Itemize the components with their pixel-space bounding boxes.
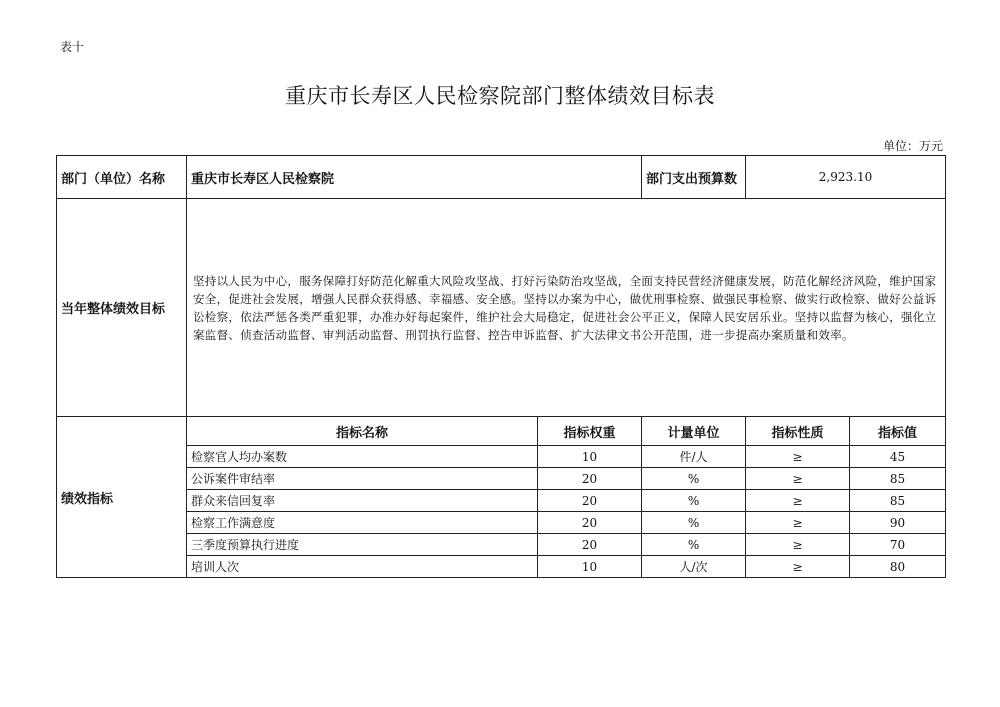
indicator-name: 检察工作满意度 [187,512,538,534]
indicator-unit: % [642,534,746,556]
indicator-unit: 人/次 [642,556,746,578]
department-row [57,156,946,199]
unit-note: 单位：万元 [882,139,943,153]
dept-name-label: 部门（单位）名称 [57,156,187,199]
indicator-name: 三季度预算执行进度 [187,534,538,556]
indicator-name: 公诉案件审结率 [187,468,538,490]
indicator-nature: ≥ [746,446,850,468]
indicator-weight: 10 [538,556,642,578]
indicator-unit: 件/人 [642,446,746,468]
indicator-weight: 20 [538,512,642,534]
indicator-value: 70 [850,534,946,556]
table-row [57,446,946,468]
indicator-nature: ≥ [746,512,850,534]
header-indicator-weight: 指标权重 [538,417,642,446]
annual-goal-row [57,199,946,417]
table-row [57,490,946,512]
header-indicator-name: 指标名称 [187,417,538,446]
indicator-name: 培训人次 [187,556,538,578]
indicator-weight: 20 [538,490,642,512]
indicator-weight: 10 [538,446,642,468]
annual-goal-label: 当年整体绩效目标 [57,199,187,417]
indicator-weight: 20 [538,468,642,490]
indicator-value: 45 [850,446,946,468]
indicator-nature: ≥ [746,556,850,578]
indicator-nature: ≥ [746,468,850,490]
dept-name-value: 重庆市长寿区人民检察院 [187,156,642,199]
header-indicator-value: 指标值 [850,417,946,446]
indicator-value: 85 [850,468,946,490]
indicator-nature: ≥ [746,490,850,512]
indicator-unit: % [642,468,746,490]
dept-budget-value: 2,923.10 [746,156,946,199]
header-indicator-nature: 指标性质 [746,417,850,446]
table-row [57,534,946,556]
indicator-value: 80 [850,556,946,578]
indicator-unit: % [642,490,746,512]
document-title: 重庆市长寿区人民检察院部门整体绩效目标表 [285,84,715,108]
table-row [57,512,946,534]
dept-budget-label: 部门支出预算数 [642,156,746,199]
table-row [57,468,946,490]
indicator-header-row [57,417,946,446]
table-number: 表十 [60,40,85,54]
indicator-value: 90 [850,512,946,534]
performance-target-table [56,155,946,578]
indicator-value: 85 [850,490,946,512]
performance-indicator-label: 绩效指标 [57,417,187,578]
annual-goal-text: 坚持以人民为中心，服务保障打好防范化解重大风险攻坚战、打好污染防治攻坚战，全面支持民营经济健康发展，防范化解经济风险，维护国家安全，促进社会发展，增强人民群众获得感、幸福感、安全感。坚持以办案为中心，做优刑事检察、做强民事检察、做实行政检察、做好公益诉讼检察，依法严惩各类严重犯罪，办准办好每起案件，维护社会大局稳定，促进社会公平正义，保障人民安居乐业。坚持以监督为核心，强化立案监督、侦查活动监督、审判活动监督、刑罚执行监督、控告申诉监督、扩大法律文书公开范围，进一步提高办案质量和效率。 [187,199,946,417]
header-measure-unit: 计量单位 [642,417,746,446]
indicator-nature: ≥ [746,534,850,556]
indicator-name: 检察官人均办案数 [187,446,538,468]
indicator-name: 群众来信回复率 [187,490,538,512]
table-row [57,556,946,578]
indicator-unit: % [642,512,746,534]
indicator-weight: 20 [538,534,642,556]
